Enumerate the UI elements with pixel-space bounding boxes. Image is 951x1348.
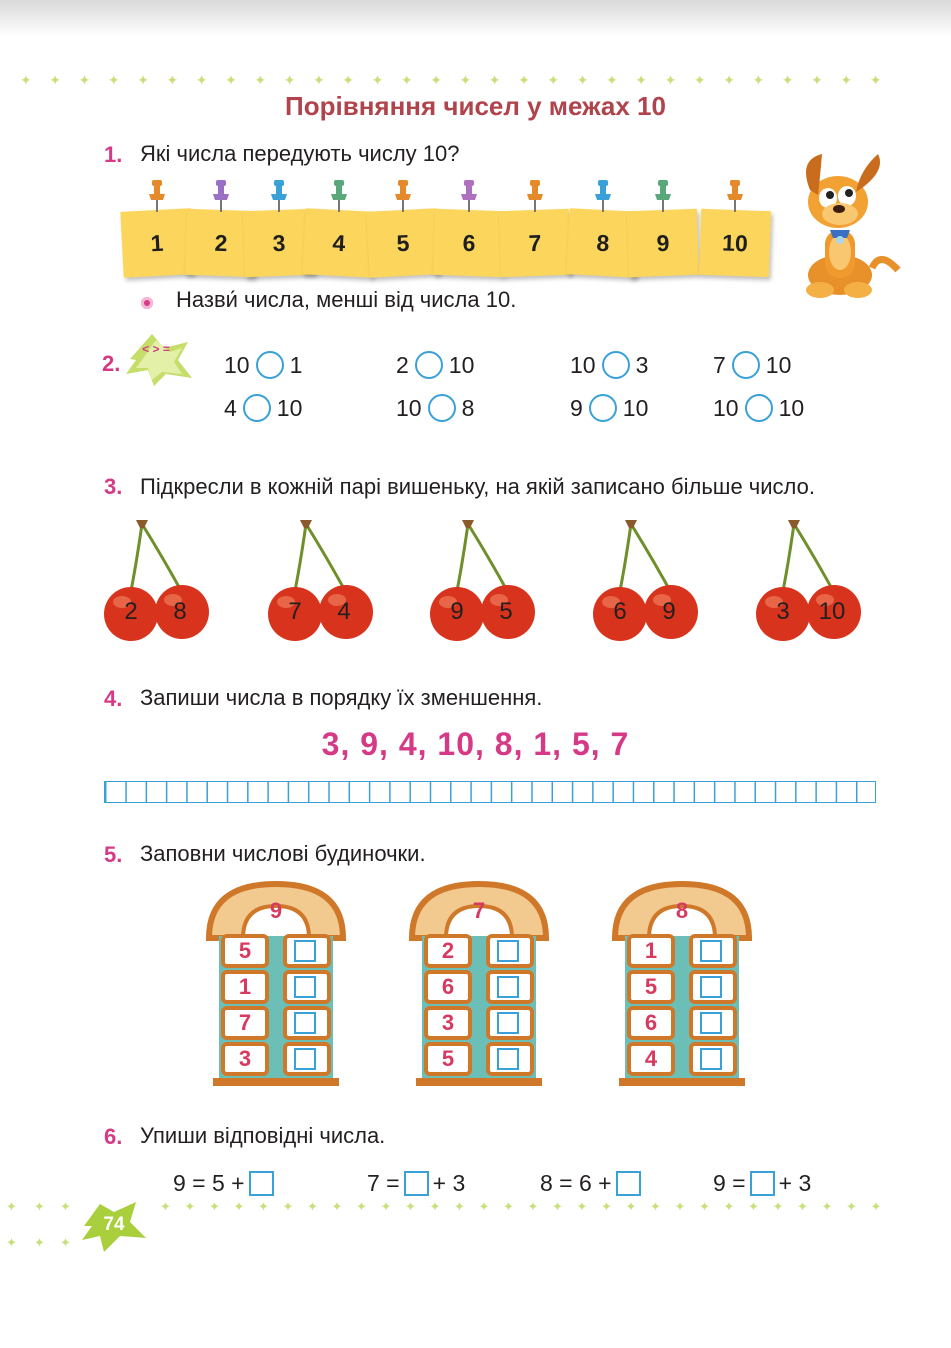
- note-label: 4: [331, 229, 347, 257]
- sparkle-dot: ✦: [840, 73, 853, 89]
- equation-3: [540, 1170, 645, 1197]
- right-value: 8: [461, 394, 475, 421]
- note-label: 1: [149, 229, 165, 257]
- house-row-number: 3: [441, 1010, 455, 1035]
- sparkle-dot: ✦: [459, 73, 472, 89]
- task3-number: 3.: [104, 474, 123, 499]
- compare-1-4: [713, 351, 791, 379]
- sparkle-dot: ✦: [60, 1236, 71, 1251]
- pushpin-icon: [527, 180, 543, 219]
- sparkle-dot: ✦: [576, 73, 589, 89]
- sparkle-dot: ✦: [195, 73, 208, 89]
- bullet-icon: [141, 297, 153, 309]
- task3-text: Підкресли в кожній парі вишеньку, на якій записано більше число.: [140, 474, 815, 499]
- right-value: 10: [448, 351, 475, 378]
- compare-1-2: [396, 351, 474, 379]
- sparkle-dot: ✦: [307, 1200, 318, 1215]
- sparkle-dot: ✦: [405, 1200, 416, 1215]
- left-value: 10: [570, 351, 596, 378]
- cherry-left-number: 2: [124, 598, 138, 625]
- left-value: 10: [396, 394, 422, 421]
- house-row-number: 7: [238, 1010, 252, 1035]
- cherry-left-number: 9: [450, 598, 464, 625]
- cherry-right-number: 8: [173, 598, 187, 625]
- sparkle-dot: ✦: [527, 1200, 539, 1215]
- equation-left: 9 =: [713, 1170, 746, 1196]
- house-row-number: 1: [238, 974, 252, 999]
- task1-number: 1.: [104, 142, 123, 167]
- sparkle-dot: ✦: [313, 73, 325, 89]
- sparkle-dot: ✦: [870, 1200, 882, 1215]
- compare-2-3: [570, 394, 648, 422]
- task5-number: 5.: [104, 842, 123, 867]
- sparkle-dot: ✦: [625, 1200, 637, 1215]
- sparkle-dot: ✦: [34, 1236, 45, 1251]
- sparkle-dot: ✦: [576, 1200, 588, 1215]
- compare-circle[interactable]: [243, 394, 271, 422]
- sparkle-dot: ✦: [664, 73, 677, 89]
- task2-number: 2.: [102, 351, 121, 376]
- compare-circle[interactable]: [428, 394, 456, 422]
- note-label: 9: [656, 229, 670, 257]
- pushpin-icon: [213, 180, 229, 219]
- house-row-number: 1: [644, 938, 658, 963]
- house-row-number: 4: [644, 1046, 658, 1071]
- sparkle-dot: ✦: [547, 73, 560, 89]
- cherry-right-number: 9: [662, 598, 676, 625]
- task1-text: Які числа передують числу 10?: [140, 141, 460, 166]
- pushpin-icon: [395, 180, 411, 219]
- sparkle-dot: ✦: [166, 73, 179, 89]
- sparkle-dot: ✦: [20, 73, 32, 89]
- house-roof-number: 7: [472, 898, 486, 923]
- note-7: [499, 209, 571, 277]
- right-value: 3: [635, 351, 649, 378]
- number-notes-row: [122, 210, 772, 280]
- cherry-pair[interactable]: [754, 516, 874, 646]
- task1-bullet-text: Назви́ числа, менші від числа 10.: [176, 287, 517, 312]
- house-roof-number: 9: [269, 898, 283, 923]
- cherry-left-number: 3: [776, 598, 790, 625]
- sparkle-dot: ✦: [209, 1200, 220, 1215]
- sparkle-dot: ✦: [518, 73, 530, 89]
- pushpin-icon: [331, 180, 347, 219]
- sparkle-dot: ✦: [723, 1200, 735, 1215]
- number-house: [406, 880, 552, 1086]
- task4-text: Запиши числа в порядку їх зменшення.: [140, 685, 543, 710]
- task4-number: 4.: [104, 686, 123, 711]
- cherry-icon: [754, 516, 874, 646]
- sparkle-dot: ✦: [331, 1200, 343, 1215]
- house-row-number: 5: [238, 938, 252, 963]
- sparkle-dot: ✦: [254, 73, 267, 89]
- house-row-number: 6: [441, 974, 455, 999]
- note-label: 8: [595, 229, 611, 257]
- sparkle-dot: ✦: [225, 73, 237, 89]
- house-row-number: 2: [441, 938, 455, 963]
- sparkle-dot: ✦: [371, 73, 384, 89]
- equation-right: + 3: [432, 1170, 466, 1196]
- sparkle-dot: ✦: [429, 1200, 441, 1215]
- pushpin-icon: [595, 180, 611, 219]
- sparkle-dot: ✦: [107, 73, 120, 89]
- equation-left: 7 =: [367, 1170, 400, 1196]
- cherry-right-number: 10: [818, 598, 846, 625]
- house-row-number: 5: [441, 1046, 455, 1071]
- pushpin-icon: [271, 180, 287, 219]
- sparkle-dot: ✦: [748, 1200, 759, 1215]
- sparkle-dot: ✦: [488, 73, 501, 89]
- sparkle-dot: ✦: [78, 73, 91, 89]
- number-house: [203, 880, 349, 1086]
- sparkle-dot: ✦: [184, 1200, 196, 1215]
- sparkle-dot: ✦: [60, 1200, 71, 1215]
- compare-2-1: [224, 394, 302, 422]
- sparkle-dot: ✦: [869, 73, 882, 89]
- cherry-icon: [266, 516, 386, 646]
- sparkle-dot: ✦: [283, 73, 296, 89]
- compare-circle[interactable]: [732, 351, 760, 379]
- answer-box[interactable]: [249, 1171, 274, 1196]
- left-value: 9: [570, 394, 583, 421]
- cherry-icon: [102, 516, 222, 646]
- sparkle-dot: ✦: [454, 1200, 465, 1215]
- cherry-left-number: 6: [613, 598, 627, 625]
- compare-2-2: [396, 394, 474, 422]
- equation-left: 8 = 6 +: [540, 1170, 612, 1196]
- sparkle-dot: ✦: [6, 1236, 17, 1251]
- sparkle-dot: ✦: [233, 1200, 245, 1215]
- equation-2: [367, 1170, 465, 1197]
- note-label: 6: [462, 229, 476, 257]
- sparkle-dot: ✦: [772, 1200, 784, 1215]
- equation-1: [173, 1170, 278, 1197]
- cherry-right-number: 5: [499, 598, 513, 625]
- right-value: 10: [276, 394, 303, 421]
- task5-text: Заповни числові будиночки.: [140, 841, 426, 866]
- sparkle-dot: ✦: [49, 73, 62, 89]
- page-title: Порівняння чисел у межах 10: [285, 91, 666, 121]
- pushpin-icon: [461, 180, 477, 219]
- sparkle-dot: ✦: [650, 1200, 661, 1215]
- sparkle-dot: ✦: [797, 1200, 808, 1215]
- right-value: 1: [289, 351, 303, 378]
- sparkle-dot: ✦: [635, 73, 648, 89]
- sparkle-dot: ✦: [258, 1200, 269, 1215]
- house-row-number: 6: [644, 1010, 658, 1035]
- sparkle-dot: ✦: [342, 73, 355, 89]
- task6-number: 6.: [104, 1124, 123, 1149]
- answer-box[interactable]: [404, 1171, 429, 1196]
- sparkle-dot: ✦: [723, 73, 735, 89]
- sparkle-dot: ✦: [503, 1200, 514, 1215]
- page-number: 74: [103, 1214, 125, 1235]
- top-dots-divider: [14, 73, 884, 87]
- note-label: 10: [721, 229, 749, 257]
- sparkle-dot: ✦: [811, 73, 823, 89]
- dog-illustration-icon: [790, 150, 890, 300]
- sparkle-dot: ✦: [699, 1200, 710, 1215]
- compare-circle[interactable]: [602, 351, 630, 379]
- compare-circle[interactable]: [415, 351, 443, 379]
- sparkle-dot: ✦: [601, 1200, 612, 1215]
- note-10: [699, 209, 771, 277]
- note-label: 5: [395, 229, 411, 257]
- equation-left: 9 = 5 +: [173, 1170, 245, 1196]
- sparkle-dot: ✦: [552, 1200, 563, 1215]
- sparkle-dot: ✦: [693, 73, 706, 89]
- house-roof-number: 8: [675, 898, 689, 923]
- sparkle-dot: ✦: [606, 73, 618, 89]
- right-value: 10: [622, 394, 649, 421]
- cherry-right-number: 4: [337, 598, 351, 625]
- compare-circle[interactable]: [745, 394, 773, 422]
- top-shade: [0, 0, 951, 36]
- cherry-icon: [428, 516, 548, 646]
- pushpin-icon: [655, 180, 671, 219]
- sparkle-dot: ✦: [137, 73, 149, 89]
- left-value: 10: [713, 394, 739, 421]
- sparkle-dot: ✦: [282, 1200, 294, 1215]
- sparkle-dot: ✦: [380, 1200, 392, 1215]
- sparkle-dot: ✦: [356, 1200, 367, 1215]
- left-value: 2: [396, 351, 409, 378]
- compare-2-4: [713, 394, 804, 422]
- left-value: 10: [224, 351, 250, 378]
- sparkle-dot: ✦: [821, 1200, 833, 1215]
- answer-box[interactable]: [616, 1171, 641, 1196]
- pushpin-icon: [727, 180, 743, 219]
- sparkle-dot: ✦: [34, 1200, 45, 1215]
- house-row-number: 5: [644, 974, 658, 999]
- number-house: [609, 880, 755, 1086]
- cherry-icon: [591, 516, 711, 646]
- cherry-pair[interactable]: [102, 516, 222, 646]
- note-label: 3: [272, 229, 286, 257]
- sparkle-dot: ✦: [160, 1200, 171, 1215]
- right-value: 10: [765, 351, 792, 378]
- compare-circle[interactable]: [256, 351, 284, 379]
- compare-1-1: [224, 351, 302, 379]
- note-6: [433, 209, 505, 277]
- sparkle-dot: ✦: [846, 1200, 857, 1215]
- note-label: 7: [528, 229, 542, 257]
- sparkle-dot: ✦: [6, 1200, 17, 1215]
- right-value: 10: [778, 394, 805, 421]
- sparkle-dot: ✦: [674, 1200, 686, 1215]
- sparkle-dot: ✦: [752, 73, 765, 89]
- compare-signs-icon: [122, 330, 196, 388]
- sparkle-dot: ✦: [781, 73, 794, 89]
- house-row-number: 3: [238, 1046, 252, 1071]
- cherry-pair[interactable]: [266, 516, 386, 646]
- equation-right: + 3: [778, 1170, 812, 1196]
- cherry-pair[interactable]: [591, 516, 711, 646]
- answer-box[interactable]: [750, 1171, 775, 1196]
- cherry-left-number: 7: [288, 598, 302, 625]
- compare-circle[interactable]: [589, 394, 617, 422]
- note-label: 2: [214, 229, 228, 257]
- note-9: [627, 209, 699, 277]
- left-value: 4: [224, 394, 237, 421]
- cherry-pair[interactable]: [428, 516, 548, 646]
- task6-text: Упиши відповідні числа.: [140, 1123, 386, 1148]
- sparkle-dot: ✦: [478, 1200, 490, 1215]
- answer-grid[interactable]: [104, 781, 876, 803]
- compare-signs-label: < > =: [142, 342, 170, 356]
- sparkle-dot: ✦: [430, 73, 442, 89]
- sparkle-dot: ✦: [400, 73, 413, 89]
- pushpin-icon: [149, 180, 165, 219]
- left-value: 7: [713, 351, 726, 378]
- number-sequence: 3, 9, 4, 10, 8, 1, 5, 7: [321, 726, 630, 762]
- compare-1-3: [570, 351, 648, 379]
- equation-4: [713, 1170, 811, 1197]
